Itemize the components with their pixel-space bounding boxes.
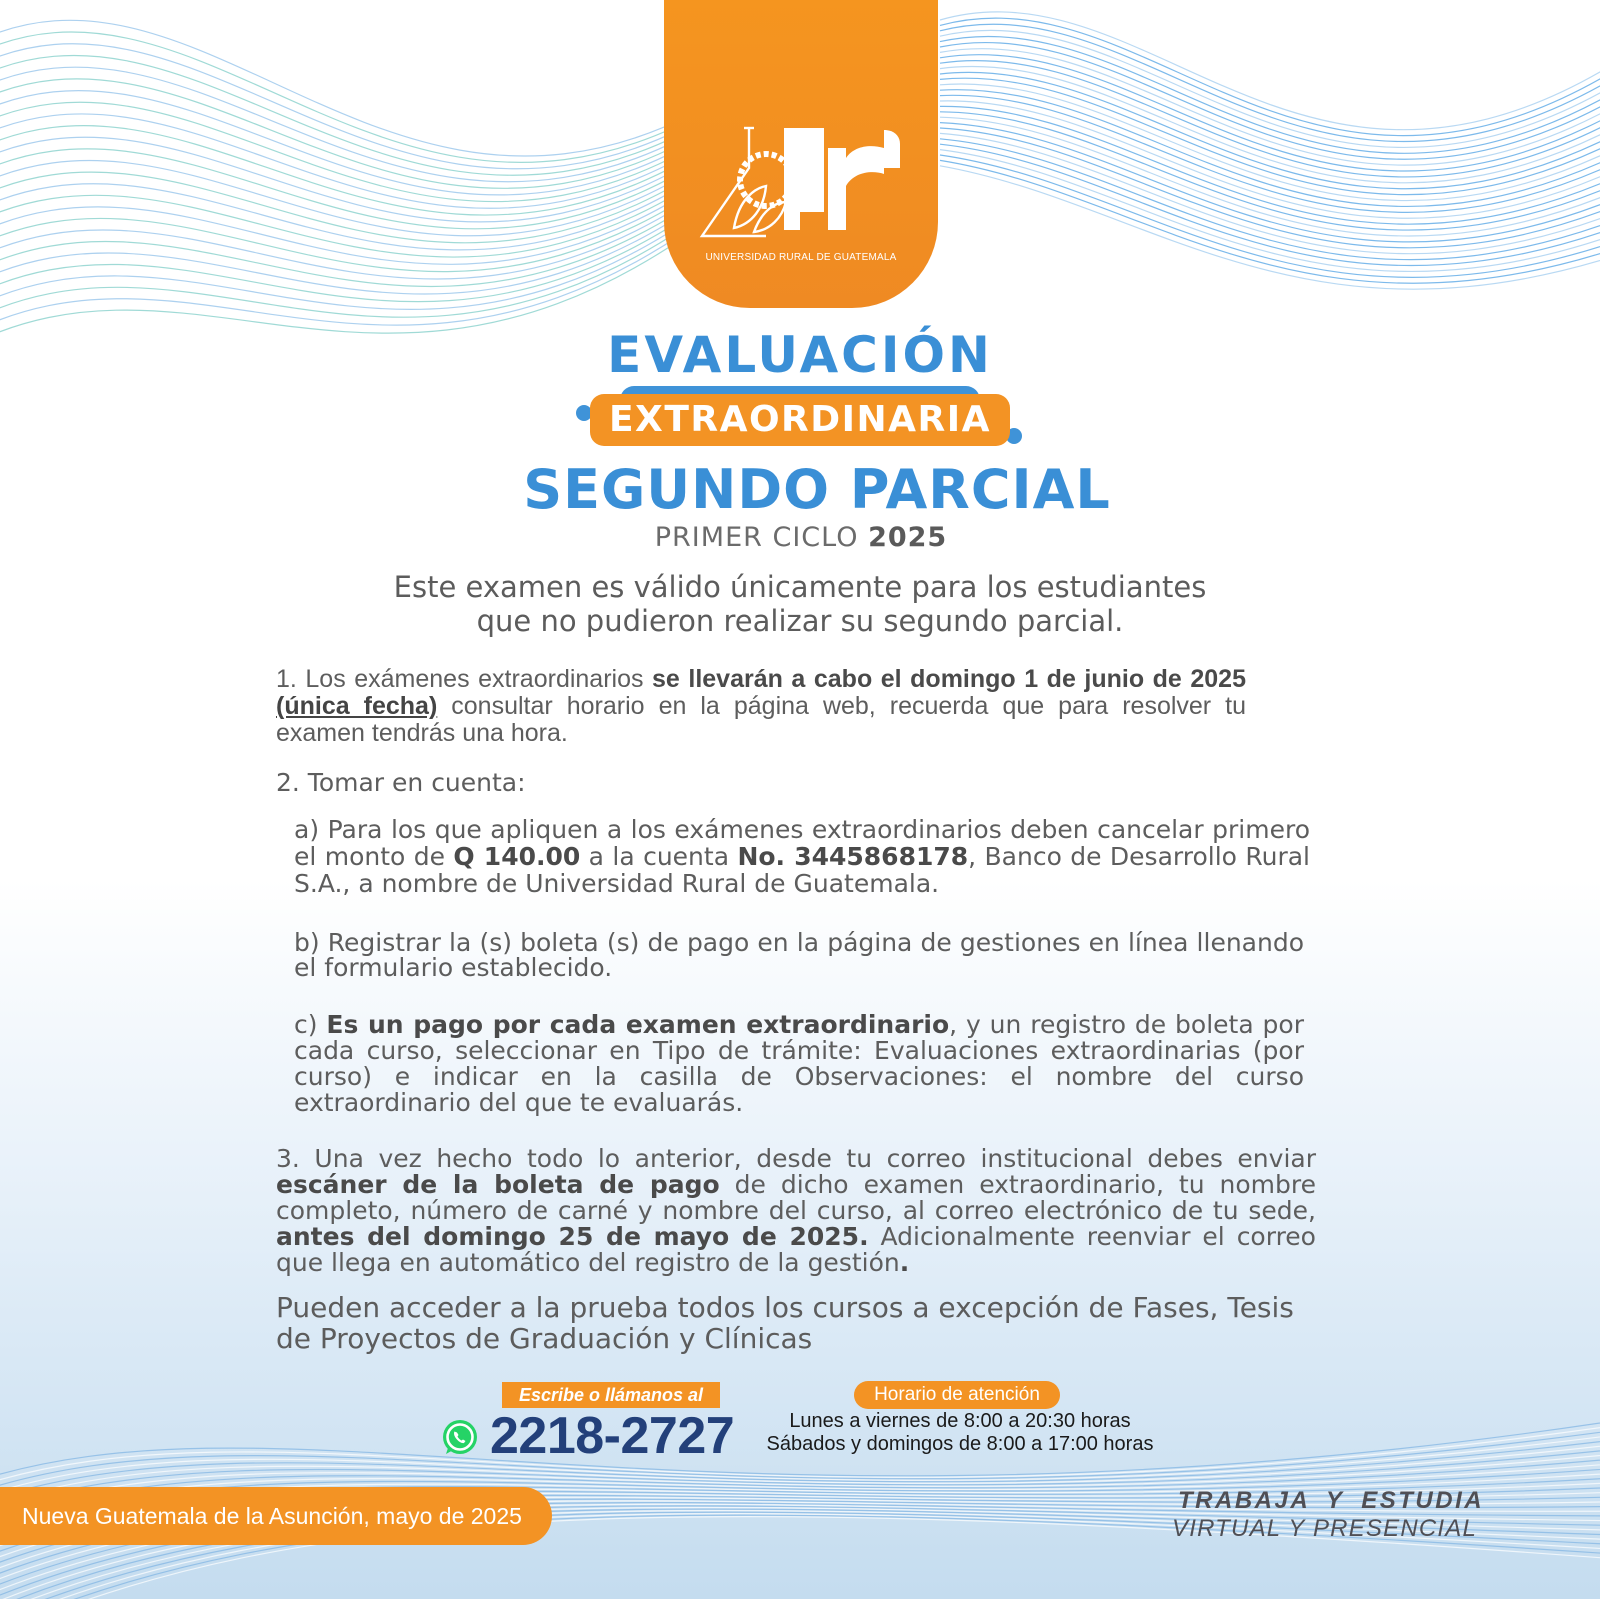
item-1-date: se llevarán a cabo el domingo 1 de junio de 2025 bbox=[652, 665, 1246, 693]
wave-line bbox=[0, 137, 680, 222]
wave-line bbox=[0, 235, 680, 328]
wave-line bbox=[940, 66, 1600, 182]
wave-line bbox=[0, 55, 680, 175]
wave-line bbox=[0, 206, 680, 279]
logo-tab bbox=[664, 0, 938, 308]
wave-line bbox=[940, 133, 1600, 253]
wave-line bbox=[940, 72, 1600, 188]
wave-line bbox=[0, 102, 680, 201]
subtitle-cycle bbox=[0, 522, 1600, 553]
wave-line bbox=[940, 117, 1600, 236]
wave-line bbox=[940, 43, 1600, 160]
item-3-text-3: Adicionalmente reenviar el correo que llega en automático del registro de la gestión bbox=[276, 1222, 1316, 1277]
wave-line bbox=[0, 197, 680, 265]
item-2: 2. Tomar en cuenta: bbox=[276, 768, 526, 797]
badge-extraordinaria: EXTRAORDINARIA bbox=[590, 394, 1010, 446]
phone-number[interactable]: 2218-2727 bbox=[490, 1407, 735, 1465]
wave-line bbox=[0, 184, 680, 250]
item-3-text: 3. Una vez hecho todo lo anterior, desde tu correo institucional debes enviar bbox=[276, 1144, 1316, 1173]
wave-line bbox=[940, 95, 1600, 212]
wave-line bbox=[940, 101, 1600, 218]
item-1-rest: consultar horario en la página web, recuerda que para resolver tu examen tendrás una hora. bbox=[276, 692, 1246, 747]
wave-line bbox=[940, 123, 1600, 242]
item-3 bbox=[276, 1146, 1316, 1276]
item-2c-lead: c) bbox=[294, 1010, 327, 1039]
office-hours bbox=[740, 1410, 1180, 1456]
wave-line bbox=[940, 155, 1600, 277]
wave-line bbox=[940, 106, 1600, 224]
item-1-lead: 1. Los exámenes extraordinarios bbox=[276, 665, 653, 693]
wave-line bbox=[940, 84, 1600, 201]
wave-line bbox=[0, 192, 680, 257]
wave-line bbox=[940, 36, 1600, 153]
wave-line bbox=[940, 55, 1600, 171]
wave-line bbox=[0, 44, 680, 169]
item-3-end: . bbox=[899, 1248, 910, 1277]
title-evaluacion: EVALUACIÓN bbox=[607, 326, 993, 384]
logo-caption: UNIVERSIDAD RURAL DE GUATEMALA bbox=[705, 252, 897, 263]
university-logo-icon bbox=[694, 118, 908, 248]
wave-line bbox=[0, 32, 680, 162]
hours-label: Horario de atención bbox=[854, 1381, 1060, 1409]
contact-label: Escribe o llámanos al bbox=[502, 1382, 720, 1408]
item-3-deadline: antes del domingo 25 de mayo de 2025. bbox=[276, 1222, 869, 1251]
wave-line bbox=[940, 150, 1600, 272]
wave-line bbox=[0, 216, 680, 294]
item-3-text-2: de dicho examen extraordinario, tu nombre completo, número de carné y nombre del curso, al correo electrónico de tu sede, bbox=[276, 1170, 1316, 1225]
item-2c-bold: Es un pago por cada examen extraordinario bbox=[326, 1010, 950, 1039]
slogan-line-2: VIRTUAL Y PRESENCIAL bbox=[1172, 1515, 1478, 1542]
wave-line bbox=[940, 112, 1600, 230]
wave-line bbox=[0, 211, 680, 286]
wave-line bbox=[0, 149, 680, 229]
wave-line bbox=[940, 144, 1600, 265]
top-left-wave-lines bbox=[0, 20, 680, 340]
wave-line bbox=[940, 18, 1600, 136]
wave-line bbox=[0, 226, 680, 310]
wave-line bbox=[0, 202, 680, 272]
item-2a-text-2: a la cuenta bbox=[580, 842, 738, 871]
wave-line bbox=[940, 24, 1600, 141]
item-2c-rest: , y un registro de boleta por cada curso, seleccionar en Tipo de trámite: Evaluaciones extraordinarias (por curso) e indicar en la casilla de Observaciones: el nombre del curso extraordinario del que te evaluarás. bbox=[294, 1010, 1304, 1117]
item-2a-text: a) Para los que apliquen a los exámenes extraordinarios deben cancelar primero el monto de bbox=[294, 815, 1310, 871]
hours-weekdays: Lunes a viernes de 8:00 a 20:30 horas bbox=[789, 1410, 1131, 1432]
intro-text bbox=[300, 570, 1300, 638]
account-number: No. 3445868178 bbox=[737, 842, 969, 871]
wave-line bbox=[940, 61, 1600, 177]
intro-line-2: que no pudieron realizar su segundo parcial. bbox=[476, 604, 1124, 638]
wave-line bbox=[940, 139, 1600, 260]
whatsapp-icon bbox=[440, 1418, 480, 1458]
item-2b: b) Registrar la (s) boleta (s) de pago en la página de gestiones en línea llenando el formulario establecido. bbox=[294, 928, 1304, 982]
top-right-wave-lines bbox=[940, 12, 1600, 289]
subtitle-prefix: PRIMER CICLO bbox=[654, 522, 869, 553]
intro-line-1: Este examen es válido únicamente para los estudiantes bbox=[393, 570, 1207, 604]
title-segundo-parcial: SEGUNDO PARCIAL bbox=[523, 458, 1111, 521]
subtitle-year: 2025 bbox=[868, 522, 948, 553]
wave-line bbox=[0, 172, 680, 243]
item-3-bold-1: escáner de la boleta de pago bbox=[276, 1170, 720, 1199]
courses-note: Pueden acceder a la prueba todos los cursos a excepción de Fases, Tesis de Proyectos de Graduación y Clínicas bbox=[276, 1291, 1294, 1355]
item-1 bbox=[276, 666, 1246, 747]
wave-line bbox=[940, 12, 1600, 130]
payment-amount: Q 140.00 bbox=[453, 842, 581, 871]
wave-line bbox=[0, 91, 680, 195]
wave-line bbox=[940, 90, 1600, 207]
wave-line bbox=[940, 78, 1600, 195]
wave-line bbox=[0, 20, 680, 156]
wave-line bbox=[0, 79, 680, 188]
wave-line bbox=[0, 161, 680, 236]
wave-line bbox=[0, 230, 680, 317]
item-2c bbox=[294, 1012, 1304, 1116]
item-2a bbox=[294, 816, 1310, 897]
hours-weekends: Sábados y domingos de 8:00 a 17:00 horas bbox=[766, 1433, 1154, 1455]
item-1-unique-date: (única fecha) bbox=[276, 692, 438, 720]
wave-line bbox=[0, 67, 680, 182]
wave-line bbox=[0, 126, 680, 215]
wave-line bbox=[0, 114, 680, 208]
wave-line bbox=[0, 221, 680, 302]
wave-line bbox=[940, 128, 1600, 248]
wave-line bbox=[940, 49, 1600, 166]
wave-line bbox=[940, 160, 1600, 283]
wave-line bbox=[940, 30, 1600, 147]
wave-line bbox=[940, 166, 1600, 289]
slogan-line-1: TRABAJA Y ESTUDIA bbox=[1178, 1487, 1485, 1514]
place-date: Nueva Guatemala de la Asunción, mayo de 2025 bbox=[0, 1487, 552, 1545]
wave-line bbox=[0, 240, 680, 340]
item-2a-text-3: , Banco de Desarrollo Rural S.A., a nombre de Universidad Rural de Guatemala. bbox=[294, 842, 1310, 898]
